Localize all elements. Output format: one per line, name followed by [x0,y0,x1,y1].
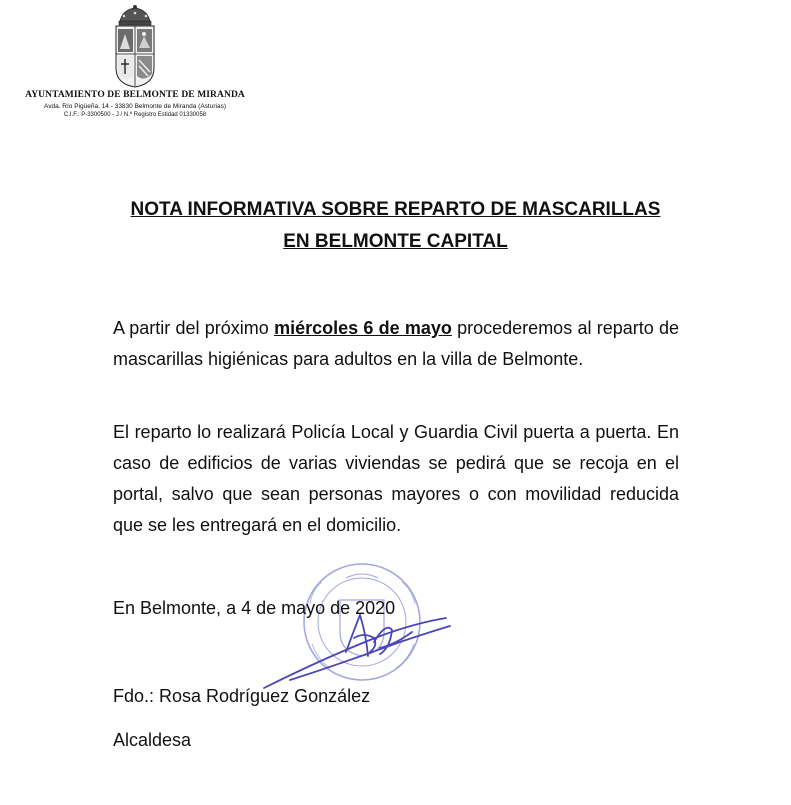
paragraph-1-intro: A partir del próximo [113,318,275,338]
paragraph-1 [113,313,679,375]
org-cif: C.I.F.: P-3300500 - J / N.º Registro Estidad 01330058 [63,112,207,118]
handwritten-signature-icon [264,615,450,688]
title-line-1: NOTA INFORMATIVA SOBRE REPARTO DE MASCARILLAS [130,199,661,220]
paragraph-1-rest: procederemos al reparto de mascarillas higiénicas para adultos en la villa de Belmonte. [113,318,679,369]
page-title [60,194,731,258]
org-name: AYUNTAMIENTO DE BELMONTE DE MIRANDA [25,90,245,100]
signatory-role: Alcaldesa [113,730,192,750]
title-line-2: EN BELMONTE CAPITAL [283,231,508,252]
distribution-date: miércoles 6 de mayo [274,318,452,338]
paragraph-2: El reparto lo realizará Policía Local y Guardia Civil puerta a puerta. En caso de edificios de varias viviendas se pedirá que se recoja en el portal, salvo que sean personas mayores o con movilidad reducida que se les entregará en el domicilio. [113,422,679,535]
place-and-date: En Belmonte, a 4 de mayo de 2020 [113,598,396,618]
signatory-name: Fdo.: Rosa Rodríguez González [113,686,371,706]
municipal-coat-of-arms-icon [110,4,160,88]
org-address: Avda. Río Pigüeña, 14 - 33830 Belmonte de Miranda (Asturias) [44,103,226,110]
letterhead [20,4,250,119]
